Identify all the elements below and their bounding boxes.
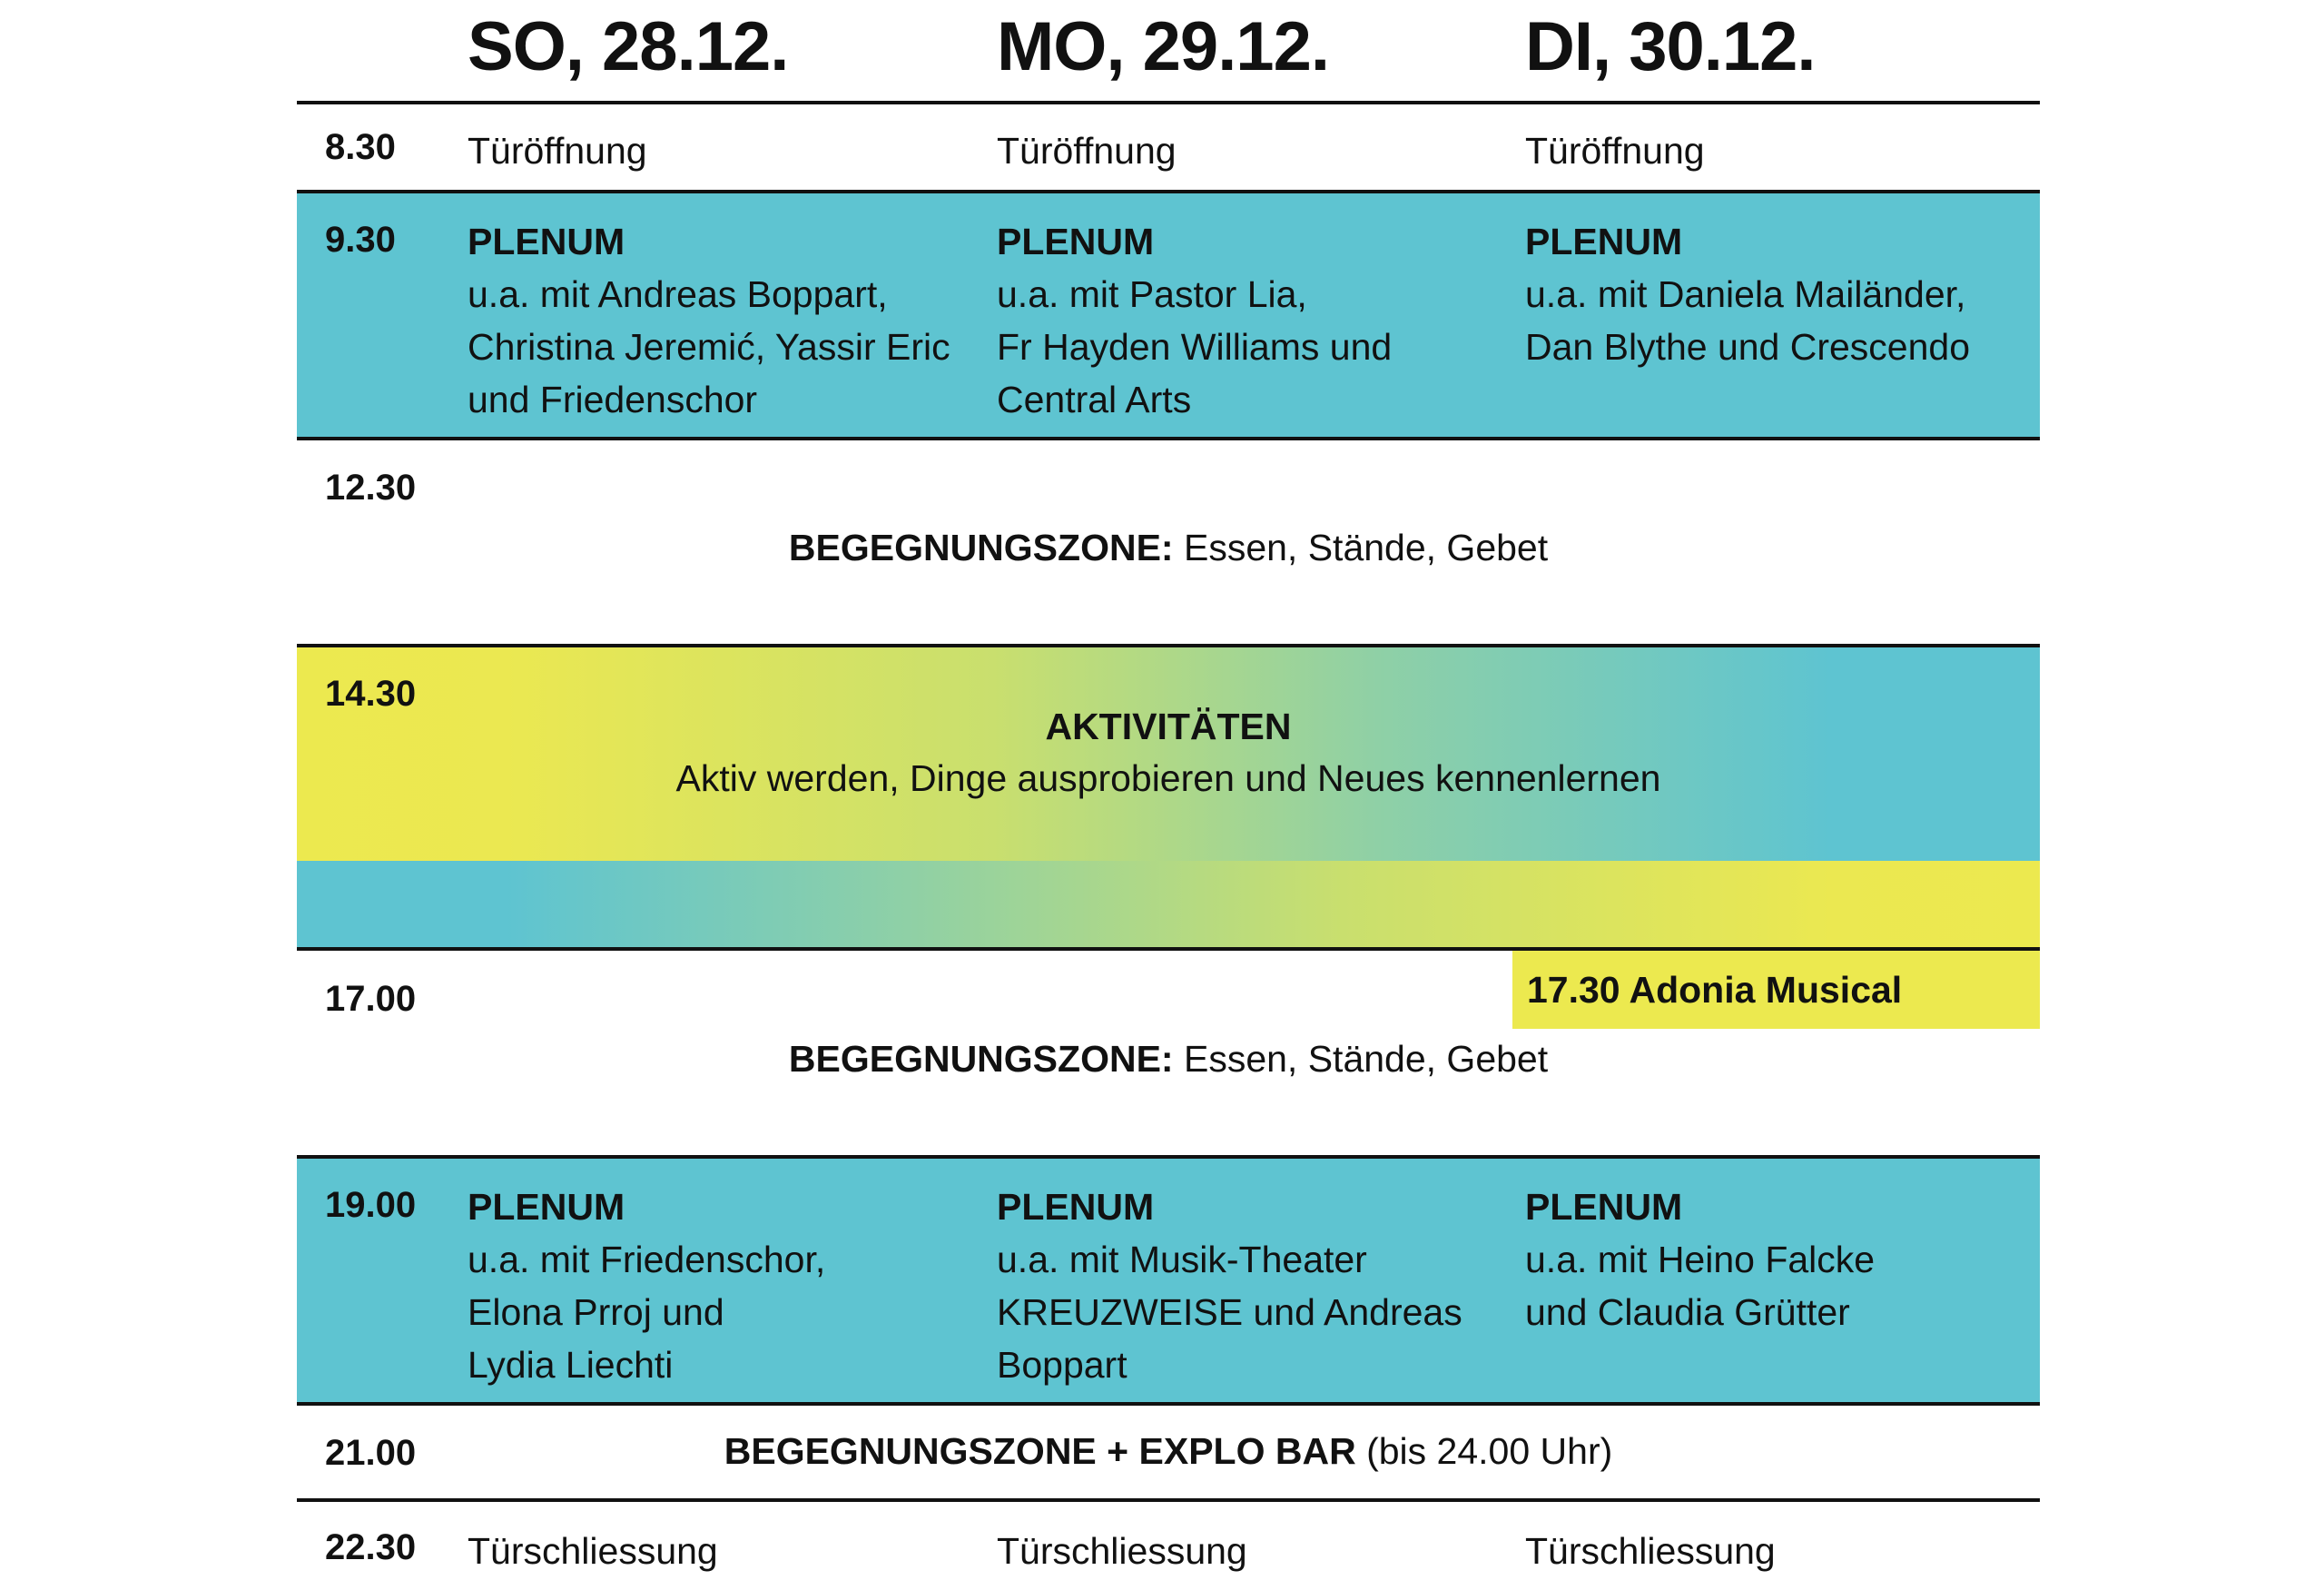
plenum-line: KREUZWEISE und Andreas	[997, 1291, 1462, 1333]
plenum-line: und Friedenschor	[468, 379, 758, 420]
plenum-title: PLENUM	[1525, 1186, 1683, 1228]
activities-title: AKTIVITÄTEN	[1045, 706, 1292, 747]
time-2230: 22.30	[325, 1527, 417, 1567]
time-0930: 9.30	[325, 220, 396, 260]
door-open-tuesday: Türöffnung	[1525, 130, 1705, 172]
time-0830: 8.30	[325, 127, 396, 167]
door-open-monday: Türöffnung	[997, 130, 1177, 172]
plenum-title: PLENUM	[997, 221, 1155, 262]
plenum-evening-monday	[997, 1180, 1462, 1391]
divider-1230	[297, 437, 2040, 440]
meeting-zone-bar	[297, 1430, 2040, 1473]
plenum-line: u.a. mit Musik-Theater	[997, 1239, 1367, 1280]
divider-2100	[297, 1402, 2040, 1406]
plenum-line: u.a. mit Andreas Boppart,	[468, 273, 888, 315]
door-close-tuesday: Türschliessung	[1525, 1530, 1776, 1572]
meeting-zone-detail: Essen, Stände, Gebet	[1173, 1038, 1549, 1080]
plenum-line: Central Arts	[997, 379, 1192, 420]
prayer-oasis-band	[297, 861, 2040, 948]
time-1230: 12.30	[325, 468, 417, 508]
plenum-line: Boppart	[997, 1344, 1128, 1386]
plenum-morning-tuesday	[1525, 215, 1970, 373]
plenum-line: u.a. mit Pastor Lia,	[997, 273, 1307, 315]
plenum-title: PLENUM	[468, 1186, 625, 1228]
time-1900: 19.00	[325, 1185, 417, 1225]
plenum-line: u.a. mit Daniela Mailänder,	[1525, 273, 1966, 315]
plenum-evening-tuesday	[1525, 1180, 1875, 1338]
plenum-morning-sunday	[468, 215, 950, 426]
plenum-line: Christina Jeremić, Yassir Eric	[468, 326, 950, 368]
adonia-musical-label: 17.30 Adonia Musical	[1527, 969, 1903, 1011]
day-header-monday: MO, 29.12.	[997, 8, 1329, 85]
plenum-title: PLENUM	[468, 221, 625, 262]
time-2100: 21.00	[325, 1433, 417, 1473]
activities-subtitle: Aktiv werden, Dinge ausprobieren und Neues kennenlernen	[675, 757, 1661, 799]
meeting-zone-label: BEGEGNUNGSZONE:	[788, 527, 1174, 568]
plenum-line: u.a. mit Heino Falcke	[1525, 1239, 1876, 1280]
plenum-line: und Claudia Grütter	[1525, 1291, 1850, 1333]
header-divider	[297, 101, 2040, 104]
plenum-line: Elona Prroj und	[468, 1291, 724, 1333]
meeting-zone-bar-detail: (bis 24.00 Uhr)	[1355, 1430, 1613, 1472]
time-1700: 17.00	[325, 979, 417, 1019]
plenum-line: Fr Hayden Williams und	[997, 326, 1393, 368]
door-open-sunday: Türöffnung	[468, 130, 647, 172]
meeting-zone-evening	[297, 1038, 2040, 1081]
meeting-zone-detail: Essen, Stände, Gebet	[1173, 527, 1549, 568]
plenum-title: PLENUM	[997, 1186, 1155, 1228]
divider-2230	[297, 1498, 2040, 1502]
door-close-sunday: Türschliessung	[468, 1530, 718, 1572]
door-close-monday: Türschliessung	[997, 1530, 1247, 1572]
time-1430: 14.30	[325, 674, 417, 714]
activities-band	[297, 647, 2040, 861]
meeting-zone-bar-label: BEGEGNUNGSZONE + EXPLO BAR	[724, 1430, 1356, 1472]
day-header-tuesday: DI, 30.12.	[1525, 8, 1816, 85]
plenum-morning-monday	[997, 215, 1392, 426]
meeting-zone-midday	[297, 527, 2040, 569]
plenum-evening-sunday	[468, 1180, 825, 1391]
plenum-title: PLENUM	[1525, 221, 1683, 262]
day-header-sunday: SO, 28.12.	[468, 8, 789, 85]
plenum-line: Lydia Liechti	[468, 1344, 674, 1386]
meeting-zone-label: BEGEGNUNGSZONE:	[788, 1038, 1174, 1080]
plenum-line: Dan Blythe und Crescendo	[1525, 326, 1971, 368]
plenum-line: u.a. mit Friedenschor,	[468, 1239, 826, 1280]
